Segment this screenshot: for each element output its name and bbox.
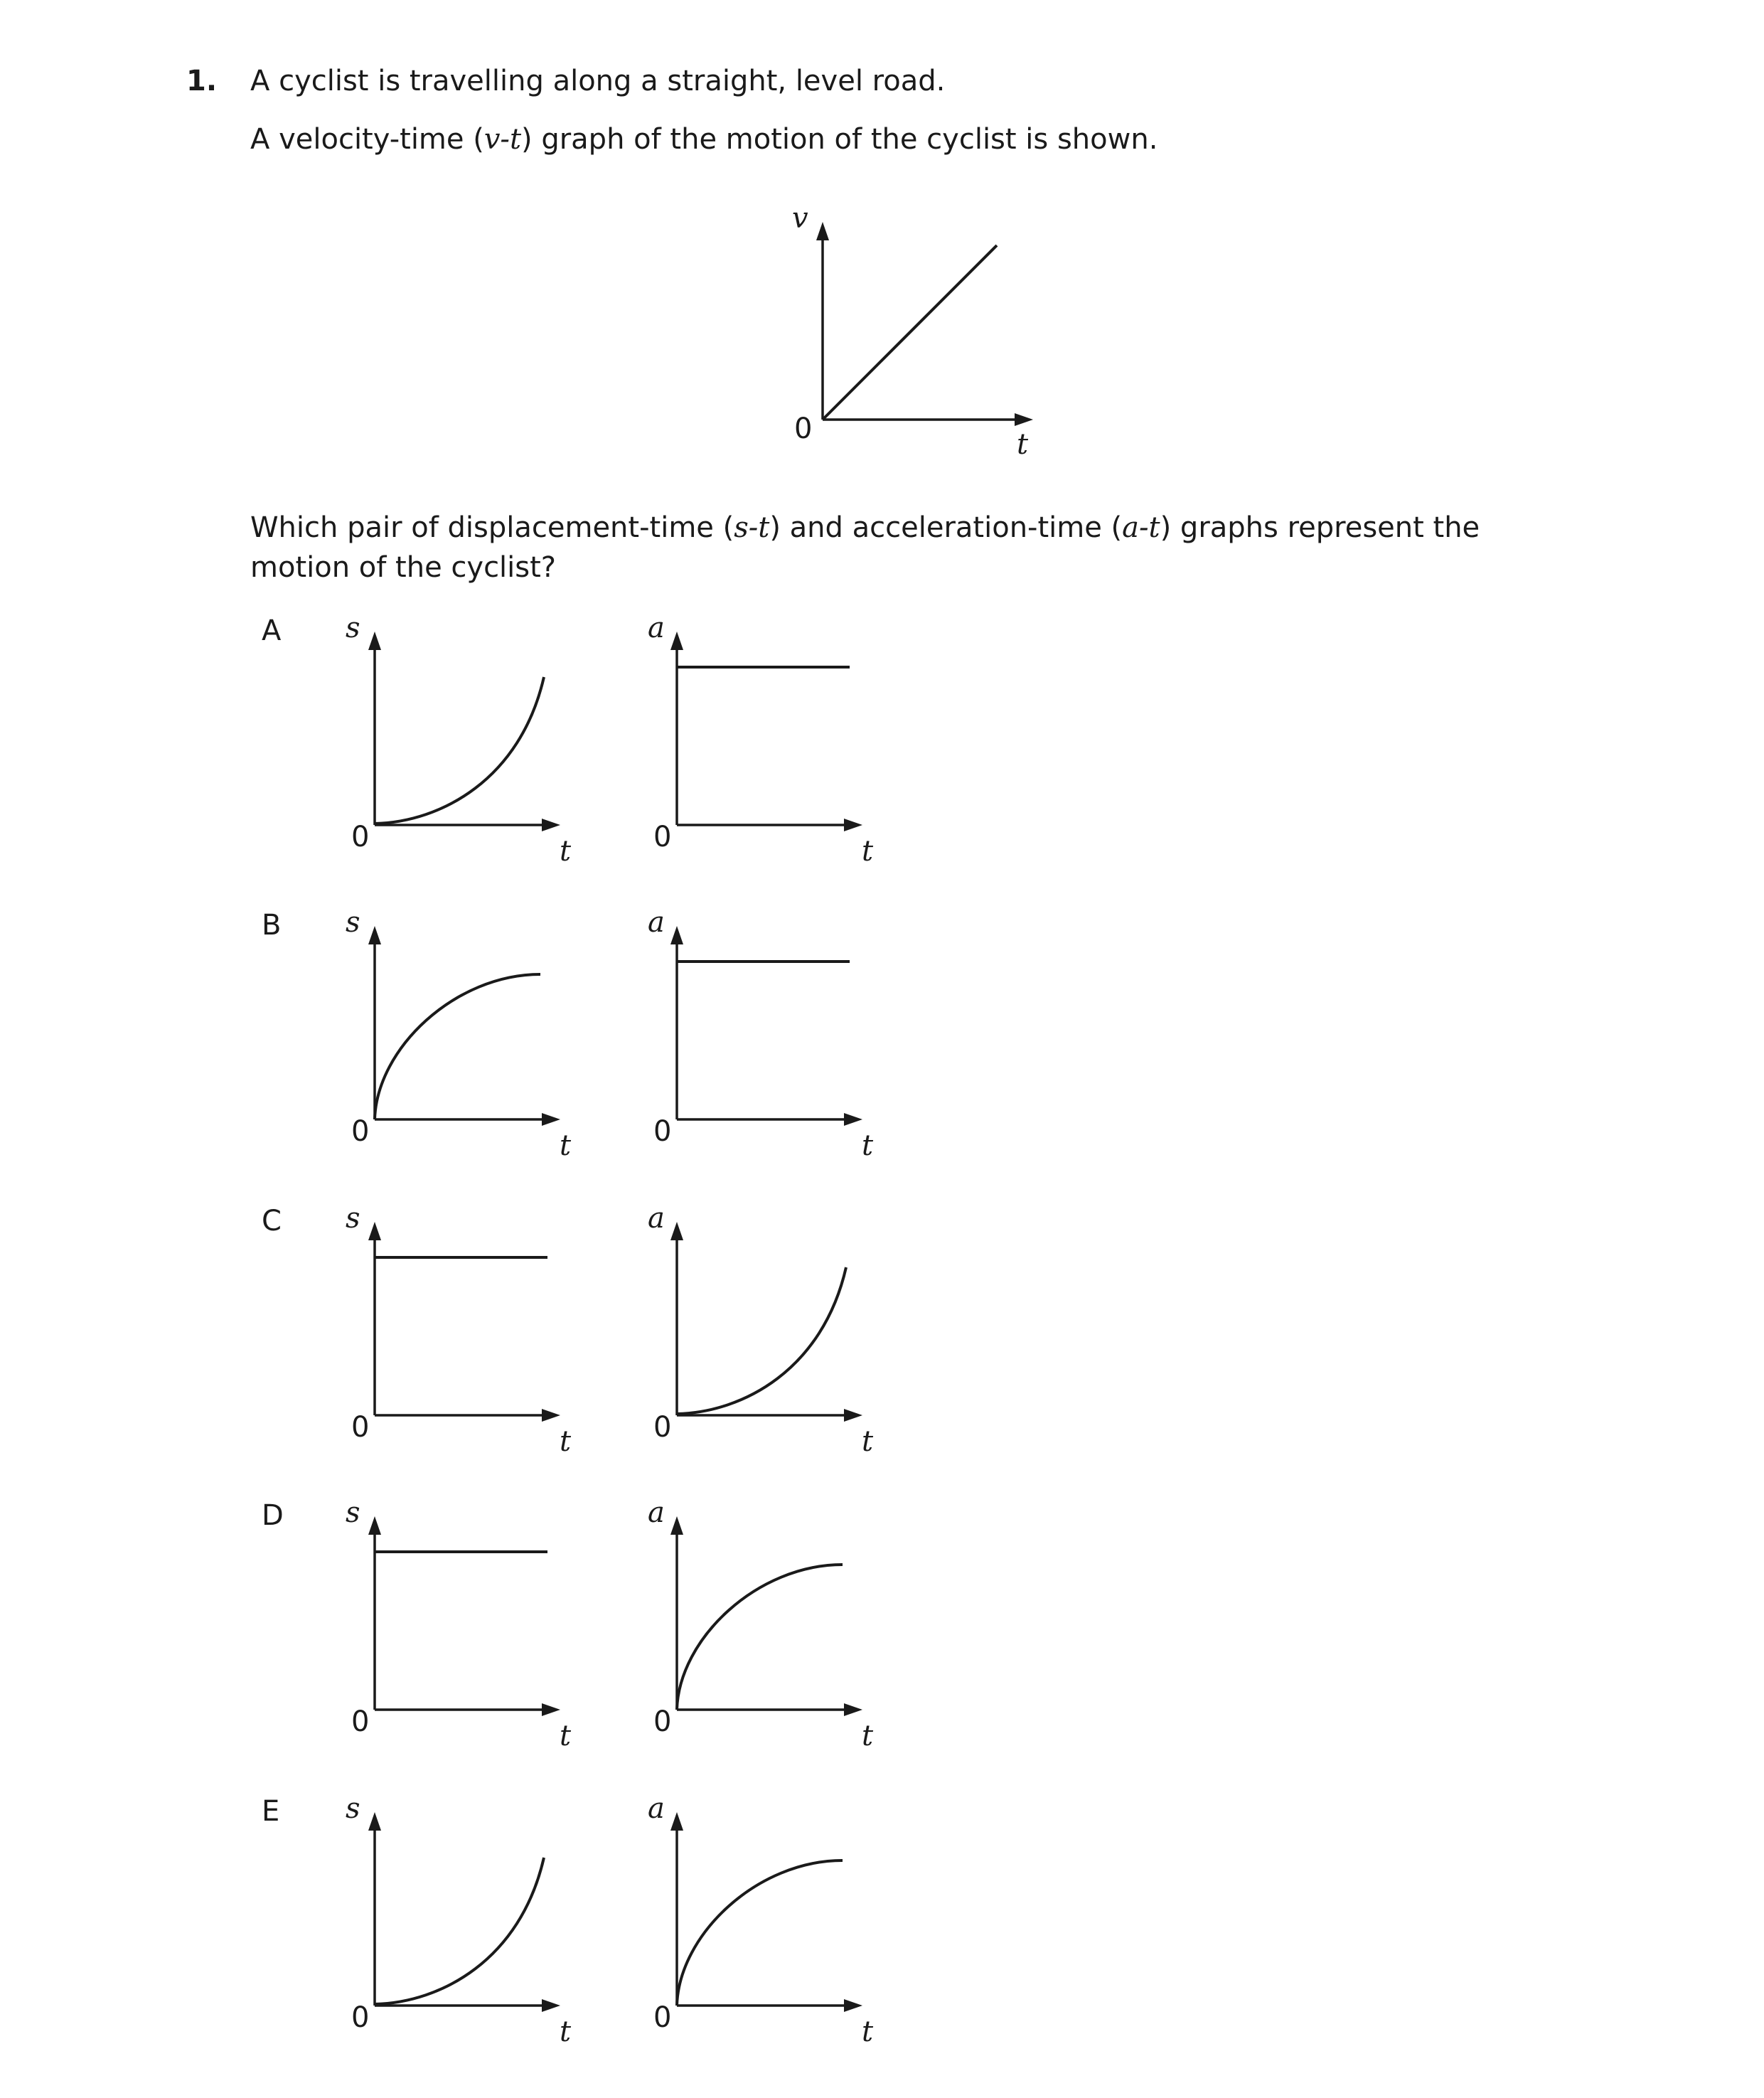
option-a-displacement-graph	[334, 612, 604, 868]
graph-origin-label: 0	[653, 821, 672, 853]
graph-origin-label: 0	[351, 1115, 370, 1148]
graph-x-label: t	[560, 1129, 572, 1162]
y-axis-arrow	[670, 1516, 683, 1535]
graph-x-label: t	[560, 2016, 572, 2048]
graph-x-label: t	[862, 2016, 874, 2048]
graph-curve	[677, 1565, 843, 1710]
y-axis-arrow	[816, 222, 829, 240]
x-axis-arrow	[844, 819, 862, 831]
y-axis-arrow	[670, 926, 683, 944]
graph-origin-label: 0	[794, 412, 813, 445]
y-axis-arrow	[368, 1222, 381, 1240]
graph-origin-label: 0	[653, 1705, 672, 1738]
question-number: 1.	[186, 65, 218, 97]
x-axis-arrow	[844, 1409, 862, 1422]
graph-curve	[677, 1860, 843, 2006]
graph-origin-label: 0	[653, 2001, 672, 2034]
y-axis-arrow	[368, 632, 381, 650]
y-axis-arrow	[670, 632, 683, 650]
graph-x-label: t	[862, 1425, 874, 1458]
option-c-displacement-graph	[334, 1202, 604, 1458]
graph-y-label: a	[648, 1792, 665, 1825]
text-segment: ) graphs represent the	[1160, 511, 1480, 544]
graph-origin-label: 0	[351, 2001, 370, 2034]
graph-y-label: v	[792, 202, 808, 235]
graph-y-label: a	[648, 612, 665, 644]
option-c-acceleration-graph	[636, 1202, 907, 1458]
graph-origin-label: 0	[351, 1411, 370, 1444]
option-letter-a: A	[262, 614, 282, 647]
graph-origin-label: 0	[351, 821, 370, 853]
variable-v-t: v-t	[483, 123, 522, 156]
x-axis-arrow	[542, 1113, 560, 1126]
variable-s-t: s-t	[734, 511, 770, 544]
question-prompt-line1	[250, 508, 1480, 548]
x-axis-arrow	[844, 1113, 862, 1126]
graph-y-label: s	[346, 1202, 360, 1235]
option-letter-c: C	[262, 1205, 282, 1237]
velocity-time-graph	[782, 202, 1052, 462]
graph-curve	[677, 1267, 846, 1414]
graph-y-label: a	[648, 1496, 665, 1529]
x-axis-arrow	[1015, 413, 1033, 426]
option-b-displacement-graph	[334, 906, 604, 1162]
y-axis-arrow	[368, 1812, 381, 1831]
graph-curve	[375, 1858, 544, 2004]
graph-x-label: t	[862, 835, 874, 868]
x-axis-arrow	[542, 819, 560, 831]
x-axis-arrow	[844, 1999, 862, 2012]
question-prompt-line2: motion of the cyclist?	[250, 551, 557, 584]
graph-y-label: s	[346, 612, 360, 644]
option-e-displacement-graph	[334, 1792, 604, 2048]
graph-x-label: t	[560, 1720, 572, 1752]
option-letter-e: E	[262, 1795, 280, 1828]
graph-curve	[823, 245, 997, 420]
graph-x-label: t	[862, 1720, 874, 1752]
graph-x-label: t	[1017, 428, 1029, 461]
option-letter-d: D	[262, 1499, 284, 1532]
option-d-displacement-graph	[334, 1496, 604, 1752]
question-intro: A cyclist is travelling along a straight, level road.	[250, 65, 946, 97]
option-letter-b: B	[262, 909, 282, 942]
option-b-acceleration-graph	[636, 906, 907, 1162]
x-axis-arrow	[542, 1409, 560, 1422]
y-axis-arrow	[670, 1812, 683, 1831]
option-e-acceleration-graph	[636, 1792, 907, 2048]
question-graph-description	[250, 119, 1158, 159]
graph-x-label: t	[560, 1425, 572, 1458]
x-axis-arrow	[542, 1703, 560, 1716]
graph-origin-label: 0	[351, 1705, 370, 1738]
y-axis-arrow	[670, 1222, 683, 1240]
graph-y-label: a	[648, 906, 665, 939]
graph-y-label: s	[346, 1792, 360, 1825]
graph-origin-label: 0	[653, 1115, 672, 1148]
text-segment: ) and acceleration-time (	[769, 511, 1123, 544]
graph-x-label: t	[560, 835, 572, 868]
option-a-acceleration-graph	[636, 612, 907, 868]
graph-x-label: t	[862, 1129, 874, 1162]
option-d-acceleration-graph	[636, 1496, 907, 1752]
y-axis-arrow	[368, 1516, 381, 1535]
graph-y-label: s	[346, 1496, 360, 1529]
y-axis-arrow	[368, 926, 381, 944]
text-segment: Which pair of displacement-time (	[250, 511, 734, 544]
graph-y-label: s	[346, 906, 360, 939]
text-segment: A velocity-time (	[250, 123, 484, 156]
x-axis-arrow	[542, 1999, 560, 2012]
graph-origin-label: 0	[653, 1411, 672, 1444]
graph-curve	[375, 677, 544, 824]
variable-a-t: a-t	[1122, 511, 1160, 544]
text-segment: ) graph of the motion of the cyclist is shown.	[521, 123, 1158, 156]
graph-y-label: a	[648, 1202, 665, 1235]
graph-curve	[375, 974, 540, 1119]
x-axis-arrow	[844, 1703, 862, 1716]
